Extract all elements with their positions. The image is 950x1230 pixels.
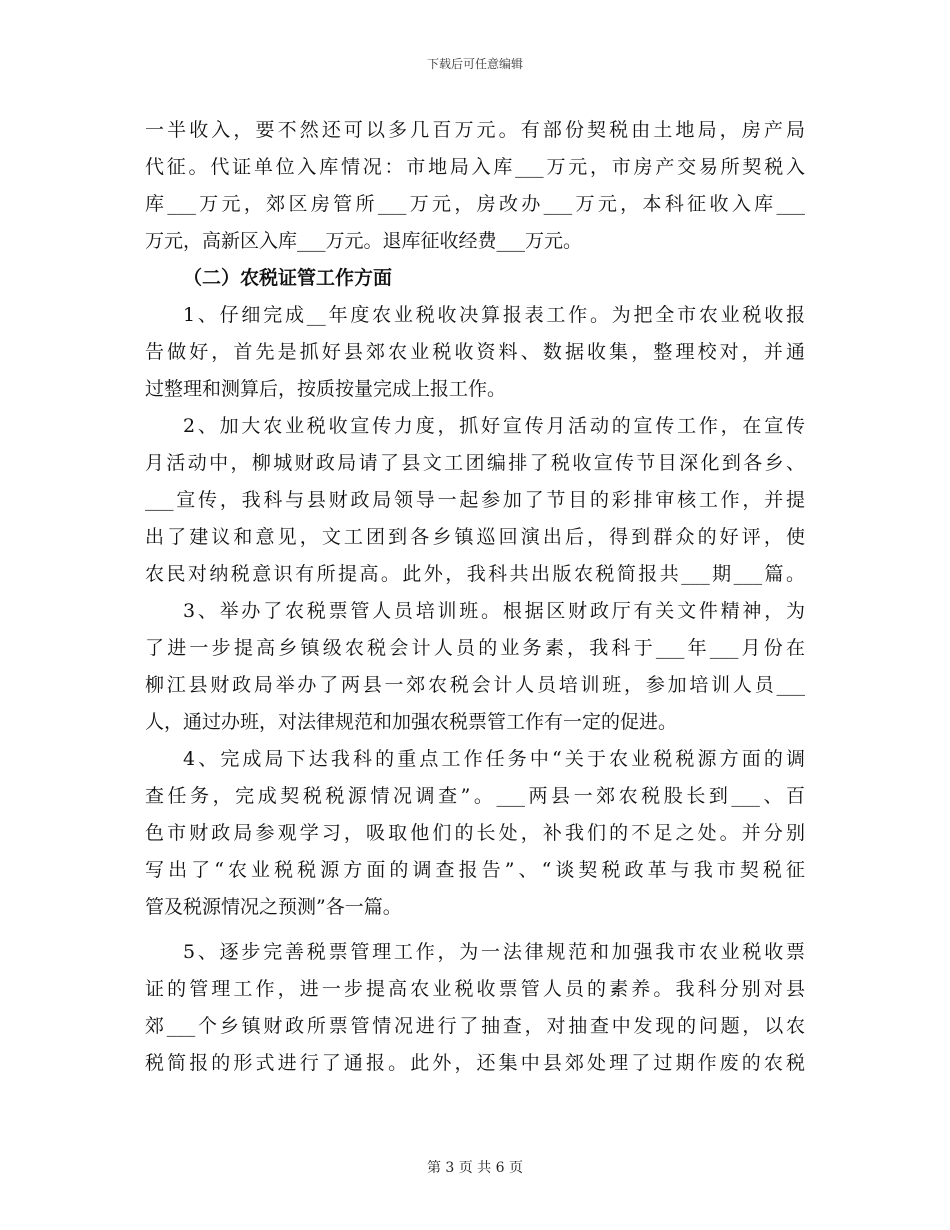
- text-line: ___宣传，我科与县财政局领导一起参加了节目的彩排审核工作，并提: [145, 489, 805, 511]
- text-line: 库___万元，郊区房管所___万元，房改办___万元，本科征收入库___: [145, 193, 805, 215]
- text-line: 2、加大农业税收宣传力度，抓好宣传月活动的宣传工作，在宣传: [183, 415, 805, 437]
- document-body: [145, 112, 805, 1082]
- text-line: 一半收入，要不然还可以多几百万元。有部份契税由土地局，房产局: [145, 119, 805, 141]
- page-footer: 第 3 页 共 6 页: [426, 1160, 524, 1176]
- text-line: 管及税源情况之预测”各一篇。: [145, 896, 402, 918]
- text-line: 税简报的形式进行了通报。此外，还集中县郊处理了过期作废的农税: [145, 1052, 805, 1074]
- text-line: 4、完成局下达我科的重点工作任务中“关于农业税税源方面的调: [183, 748, 805, 770]
- text-line: 出了建议和意见，文工团到各乡镇巡回演出后，得到群众的好评，使: [145, 526, 805, 548]
- text-line: 了进一步提高乡镇级农税会计人员的业务素，我科于___年___月份在: [145, 637, 805, 659]
- text-line: 万元，高新区入库___万元。退库征收经费___万元。: [145, 230, 583, 252]
- text-line: 告做好，首先是抓好县郊农业税收资料、数据收集，整理校对，并通: [145, 341, 805, 363]
- text-line: 农民对纳税意识有所提高。此外，我科共出版农税简报共___期___篇。: [145, 563, 805, 585]
- text-line: 5、逐步完善税票管理工作，为一法律规范和加强我市农业税收票: [183, 941, 805, 963]
- text-line: 代征。代证单位入库情况：市地局入库___万元，市房产交易所契税入: [145, 156, 805, 178]
- text-line: 3、举办了农税票管人员培训班。根据区财政厅有关文件精神，为: [183, 600, 805, 622]
- page-header: 下载后可任意编辑: [426, 57, 523, 71]
- paragraph-gap: [145, 926, 805, 934]
- text-line: 1、仔细完成__年度农业税收决算报表工作。为把全市农业税收报: [183, 304, 805, 326]
- text-line: 证的管理工作，进一步提高农业税收票管人员的素养。我科分别对县: [145, 978, 805, 1000]
- text-line: 写出了“农业税税源方面的调查报告”、“谈契税政革与我市契税征: [145, 859, 805, 881]
- text-line: 月活动中，柳城财政局请了县文工团编排了税收宣传节目深化到各乡、: [145, 452, 805, 474]
- text-line: 色市财政局参观学习，吸取他们的长处，补我们的不足之处。并分别: [145, 822, 805, 844]
- text-line: 柳江县财政局举办了两县一郊农税会计人员培训班，参加培训人员___: [145, 674, 805, 696]
- text-line: 过整理和测算后，按质按量完成上报工作。: [145, 378, 507, 400]
- text-line: 人，通过办班，对法律规范和加强农税票管工作有一定的促进。: [145, 711, 678, 733]
- text-line: 查任务，完成契税税源情况调查”。___两县一郊农税股长到___、百: [145, 785, 805, 807]
- text-line: 郊___个乡镇财政所票管情况进行了抽查，对抽查中发现的问题，以农: [145, 1015, 805, 1037]
- section-heading: （二）农税证管工作方面: [183, 267, 393, 289]
